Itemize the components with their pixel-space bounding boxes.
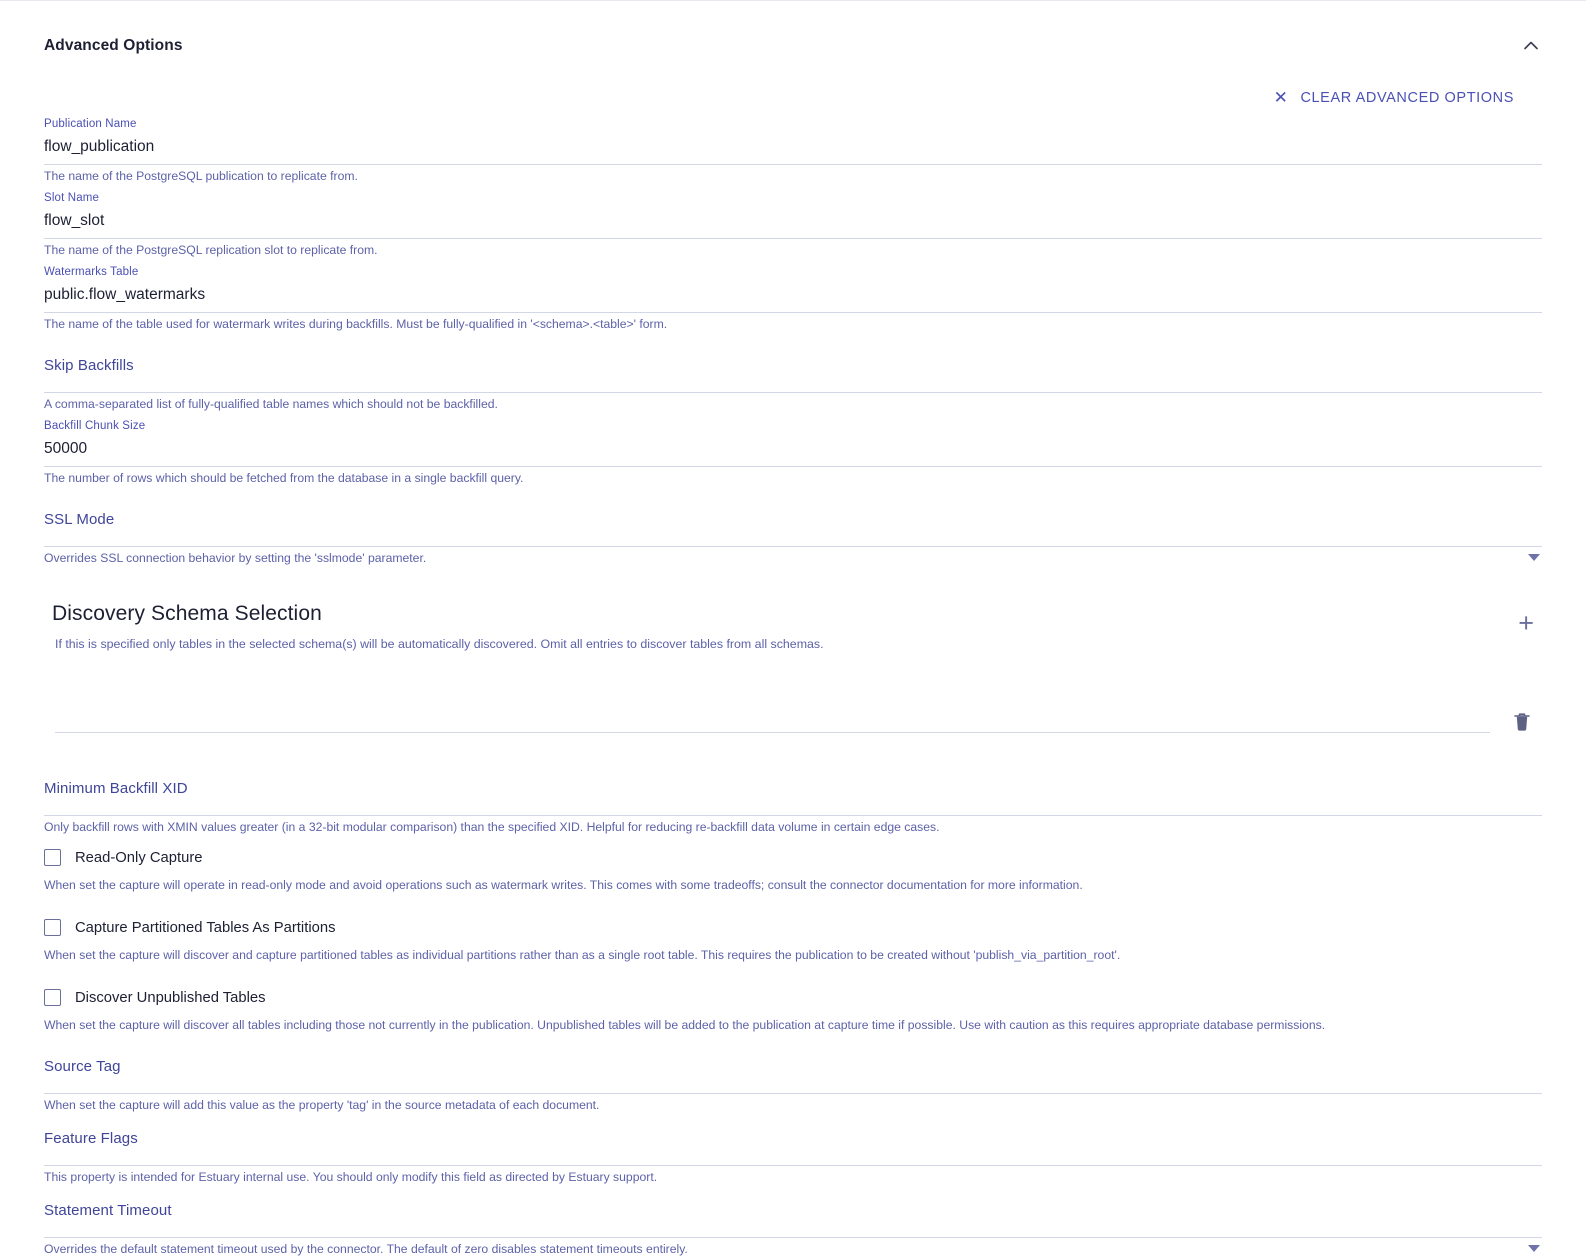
spacer [44,1115,1542,1127]
field-label: Watermarks Table [44,266,139,278]
spacer [44,334,1542,354]
checkbox-read-only-capture[interactable] [44,849,61,866]
ssl-mode-select[interactable] [44,528,1542,546]
advanced-options-fields [0,106,1586,1259]
chevron-up-icon[interactable] [1520,35,1542,57]
discovery-schema-selection [44,602,1542,733]
spacer [44,1035,1542,1055]
spacer [44,965,1542,977]
field-helper-text: The name of the PostgreSQL replication slot to replicate from. [44,243,378,257]
discovery-helper-text: If this is specified only tables in the selected schema(s) will be automatically discovered. Omit all entries to discover tables from all schemas. [55,637,824,651]
field-helper-text: A comma-separated list of fully-qualified table names which should not be backfilled. [44,397,498,411]
field-feature-flags [44,1127,1542,1187]
field-minimum-backfill-xid [44,777,1542,837]
field-slot-name [44,186,1542,260]
clear-advanced-options-row [0,57,1586,106]
checkbox-row[interactable] [44,977,1542,1014]
field-source-tag [44,1055,1542,1115]
clear-advanced-options-label: CLEAR ADVANCED OPTIONS [1300,89,1514,106]
field-helper-text: When set the capture will discover and capture partitioned tables as individual partitions rather than as a single root table. This requires the publication to be created without 'publish_via_partition_root'. [44,948,1121,962]
checkbox-row[interactable] [44,837,1542,874]
field-watermarks-table [44,260,1542,334]
skip-backfills-input[interactable] [44,374,1542,392]
backfill-chunk-size-input[interactable]: 50000 [44,440,88,457]
advanced-options-header[interactable] [0,1,1586,57]
checkbox-field-discover-unpublished-tables [44,977,1542,1035]
checkbox-row[interactable] [44,907,1542,944]
field-label: Skip Backfills [44,357,134,374]
checkbox-field-capture-partitioned-tables [44,907,1542,965]
checkbox-capture-partitioned-tables[interactable] [44,919,61,936]
field-label: Statement Timeout [44,1202,172,1219]
page-title: Advanced Options [44,37,183,54]
plus-icon[interactable]: + [1518,608,1534,638]
field-backfill-chunk-size [44,414,1542,488]
field-helper-text: When set the capture will add this value as the property 'tag' in the source metadata of each document. [44,1098,600,1112]
field-helper-text: This property is intended for Estuary internal use. You should only modify this field as directed by Estuary support. [44,1170,658,1184]
field-helper-text: When set the capture will operate in read-only mode and avoid operations such as watermark writes. This comes with some tradeoffs; consult the connector documentation for more information. [44,878,1083,892]
discovery-title: Discovery Schema Selection [52,602,322,625]
checkbox-label: Discover Unpublished Tables [75,989,266,1006]
field-label: Minimum Backfill XID [44,780,188,797]
field-statement-timeout [44,1199,1542,1259]
publication-name-input[interactable]: flow_publication [44,138,155,155]
minimum-backfill-xid-input[interactable] [44,797,1542,815]
field-label: Slot Name [44,192,100,204]
trash-icon[interactable] [1512,711,1532,733]
discovery-schema-row [52,711,1542,733]
spacer [44,488,1542,508]
field-label: Publication Name [44,118,137,130]
spacer [44,1187,1542,1199]
field-label: Backfill Chunk Size [44,420,146,432]
checkbox-field-read-only-capture [44,837,1542,895]
field-helper-text: The name of the table used for watermark writes during backfills. Must be fully-qualified in '<schema>.<table>' form. [44,317,668,331]
statement-timeout-select[interactable] [44,1219,1542,1237]
discovery-schema-input[interactable] [55,712,1490,733]
chevron-down-icon[interactable] [1528,1245,1540,1252]
field-helper-text: The number of rows which should be fetched from the database in a single backfill query. [44,471,524,485]
field-label: Source Tag [44,1058,121,1075]
field-helper-text: Only backfill rows with XMIN values greater (in a 32-bit modular comparison) than the specified XID. Helpful for reducing re-backfill data volume in certain edge cases. [44,820,940,834]
close-icon: ✕ [1273,88,1289,107]
field-skip-backfills [44,354,1542,414]
feature-flags-input[interactable] [44,1147,1542,1165]
field-helper-text: Overrides SSL connection behavior by setting the 'sslmode' parameter. [44,551,427,565]
clear-advanced-options-button[interactable] [1274,89,1514,106]
field-label: SSL Mode [44,511,115,528]
slot-name-input[interactable]: flow_slot [44,212,105,229]
chevron-down-icon[interactable] [1528,554,1540,561]
watermarks-table-input[interactable]: public.flow_watermarks [44,286,206,303]
field-publication-name [44,112,1542,186]
field-helper-text: When set the capture will discover all tables including those not currently in the publication. Unpublished tables will be added to the publication at capture time if possible. Use with caution as this requires appropriate database permissions. [44,1018,1326,1032]
field-helper-text: Overrides the default statement timeout used by the connector. The default of zero disables statement timeouts entirely. [44,1242,688,1256]
source-tag-input[interactable] [44,1075,1542,1093]
checkbox-label: Capture Partitioned Tables As Partitions [75,919,336,936]
field-ssl-mode [44,508,1542,568]
field-label: Feature Flags [44,1130,138,1147]
checkbox-discover-unpublished-tables[interactable] [44,989,61,1006]
field-helper-text: The name of the PostgreSQL publication to replicate from. [44,169,358,183]
checkbox-label: Read-Only Capture [75,849,203,866]
spacer [44,895,1542,907]
